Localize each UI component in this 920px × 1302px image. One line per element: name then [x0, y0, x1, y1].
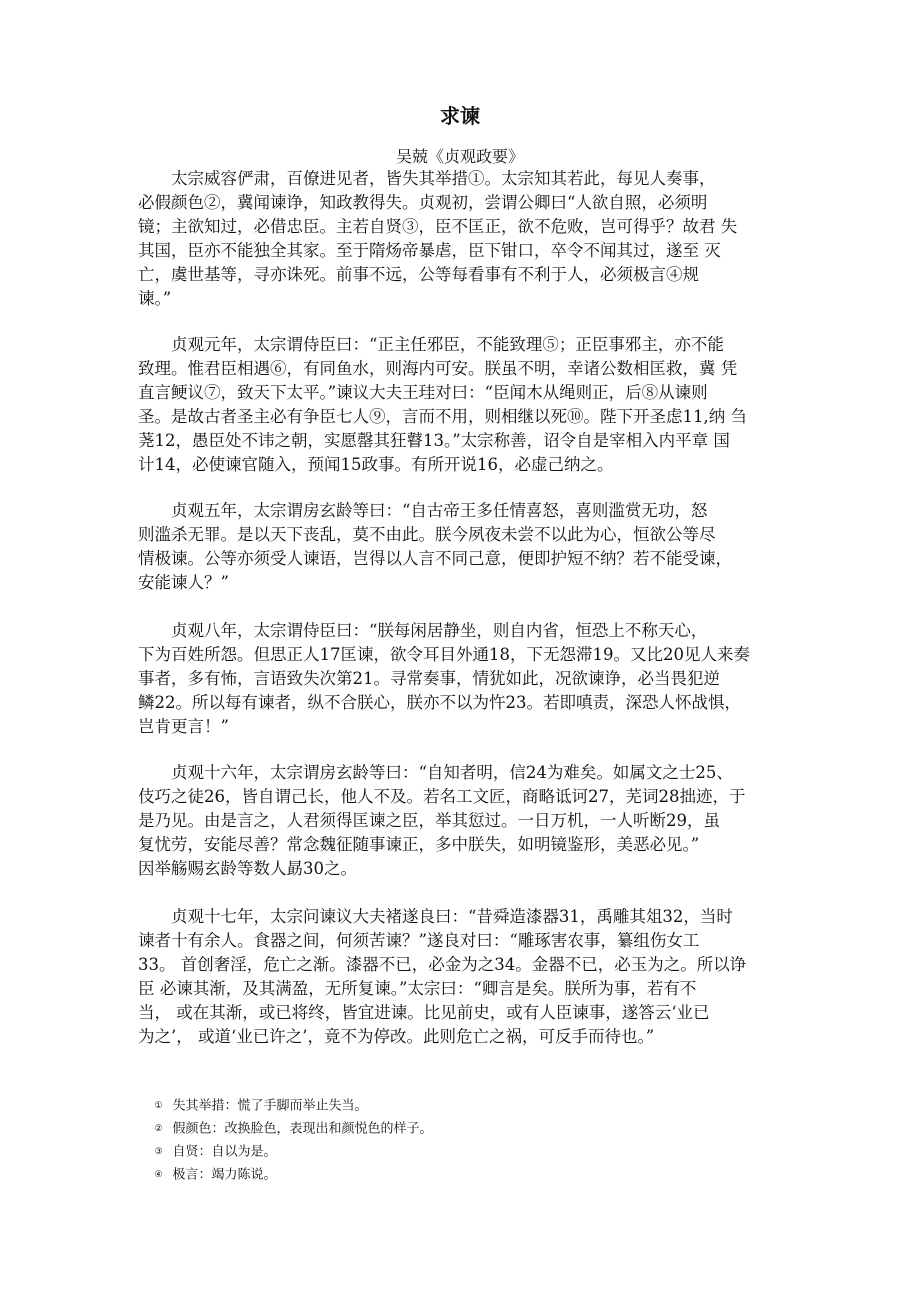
footnote-mark: ③	[154, 1147, 163, 1157]
footnote-text: 自贤：自以为是。	[172, 1144, 277, 1160]
text-line: 直言鲠议⑦，致天下太平。”谏议大夫王珪对曰：“臣闻木从绳则正，后⑧从谏则	[138, 383, 708, 402]
text-line: 因举觞赐玄龄等数人勗30之。	[138, 859, 357, 878]
text-line: 伎巧之徒26，皆自谓己长，他人不及。若名工文匠，商略诋诃27，芜词28拙迹，于	[138, 787, 746, 806]
text-line: 圣。是故古者圣主必有争臣七人⑨，言而不用，则相继以死⑩。陛下开圣虑11,纳 刍	[138, 407, 747, 426]
text-line: 贞观五年，太宗谓房玄龄等曰：“自古帝王多任情喜怒，喜则滥赏无功，怒	[138, 501, 708, 520]
text-line: 事者，多有怖，言语致失次第21。寻常奏事，情犹如此，况欲谏诤，必当畏犯逆	[138, 669, 720, 688]
text-line: 贞观元年，太宗谓侍臣曰：“正主任邪臣，不能致理⑤；正臣事邪主，亦不能	[138, 335, 724, 354]
text-line: 谏。”	[138, 289, 172, 308]
author-byline: 吴兢《贞观政要》	[395, 147, 524, 166]
text-line: 情极谏。公等亦须受人谏语，岂得以人言不同己意，便即护短不纳？若不能受谏，	[138, 549, 732, 568]
text-line: 是乃见。由是言之，人君须得匡谏之臣，举其愆过。一日万机，一人听断29，虽	[138, 811, 720, 830]
text-line: 计14，必使谏官随入，预闻15政事。有所开说16，必虚己纳之。	[138, 455, 614, 474]
footnote-mark: ④	[154, 1170, 163, 1180]
text-line: 太宗威容俨肃，百僚进见者，皆失其举措①。太宗知其若此，每见人奏事，	[138, 169, 716, 188]
text-line: 荛12，愚臣处不讳之朝，实愿罄其狂瞽13。”太宗称善，诏令自是宰相入内平章 国	[138, 431, 730, 450]
text-line: 为之’， 或道‘业已许之’，竟不为停改。此则危亡之祸，可反手而待也。”	[138, 1027, 655, 1046]
text-line: 则滥杀无罪。是以天下丧乱，莫不由此。朕今夙夜未尝不以此为心，恒欲公等尽	[138, 525, 716, 544]
text-line: 必假颜色②，冀闻谏诤，知政教得失。贞观初，尝谓公卿曰“人欲自照，必须明	[138, 193, 708, 212]
footnote-text: 失其举措：慌了手脚而举止失当。	[172, 1098, 368, 1114]
text-line: 致理。惟君臣相遇⑥，有同鱼水，则海内可安。朕虽不明，幸诸公数相匡救，冀 凭	[138, 359, 738, 378]
footnote-text: 假颜色：改换脸色，表现出和颜悦色的样子。	[172, 1121, 433, 1137]
footnote-mark: ②	[154, 1124, 163, 1134]
text-line: 安能谏人？”	[138, 573, 229, 592]
text-line: 贞观十七年，太宗问谏议大夫褚遂良曰：“昔舜造漆器31，禹雕其俎32，当时	[138, 907, 733, 926]
text-line: 鳞22。所以每有谏者，纵不合朕心，朕亦不以为忤23。若即嗔责，深恐人怀战惧，	[138, 693, 741, 712]
text-line: 谏者十有余人。食器之间，何须苦谏？”遂良对曰：“雕琢害农事，纂组伤女工	[138, 931, 700, 950]
text-line: 岂肯更言！”	[138, 717, 229, 736]
footnote-text: 极言：竭力陈说。	[172, 1167, 277, 1183]
text-line: 33。 首创奢淫，危亡之渐。漆器不已，必金为之34。金器不已，必玉为之。所以诤	[138, 955, 747, 974]
text-line: 当， 或在其渐，或已将终，皆宜进谏。比见前史，或有人臣谏事，遂答云‘业已	[138, 1003, 710, 1022]
text-line: 镜；主欲知过，必借忠臣。主若自贤③，臣不匡正，欲不危败，岂可得乎？故君 失	[138, 217, 738, 236]
text-line: 亡，虞世基等，寻亦诛死。前事不远，公等每看事有不利于人，必须极言④规	[138, 265, 699, 284]
document-title: 求谏	[440, 104, 480, 128]
text-line: 贞观十六年，太宗谓房玄龄等曰：“自知者明，信24为难矣。如属文之士25、	[138, 763, 733, 782]
text-line: 贞观八年，太宗谓侍臣曰：“朕每闲居静坐，则自内省，恒恐上不称天心，	[138, 621, 708, 640]
text-line: 臣 必谏其渐，及其满盈，无所复谏。”太宗曰：“卿言是矣。朕所为事，若有不	[138, 979, 697, 998]
footnote	[138, 1145, 277, 1206]
footnote-mark: ①	[154, 1101, 163, 1111]
text-line: 下为百姓所怨。但思正人17匡谏，欲令耳目外通18，下无怨滞19。又比20见人来奏	[138, 645, 750, 664]
text-line: 复忧劳，安能尽善？常念魏征随事谏正，多中朕失，如明镜鉴形，美恶必见。”	[138, 835, 700, 854]
text-line: 其国，臣亦不能独全其家。至于隋炀帝暴虐，臣下钳口，卒令不闻其过，遂至 灭	[138, 241, 721, 260]
